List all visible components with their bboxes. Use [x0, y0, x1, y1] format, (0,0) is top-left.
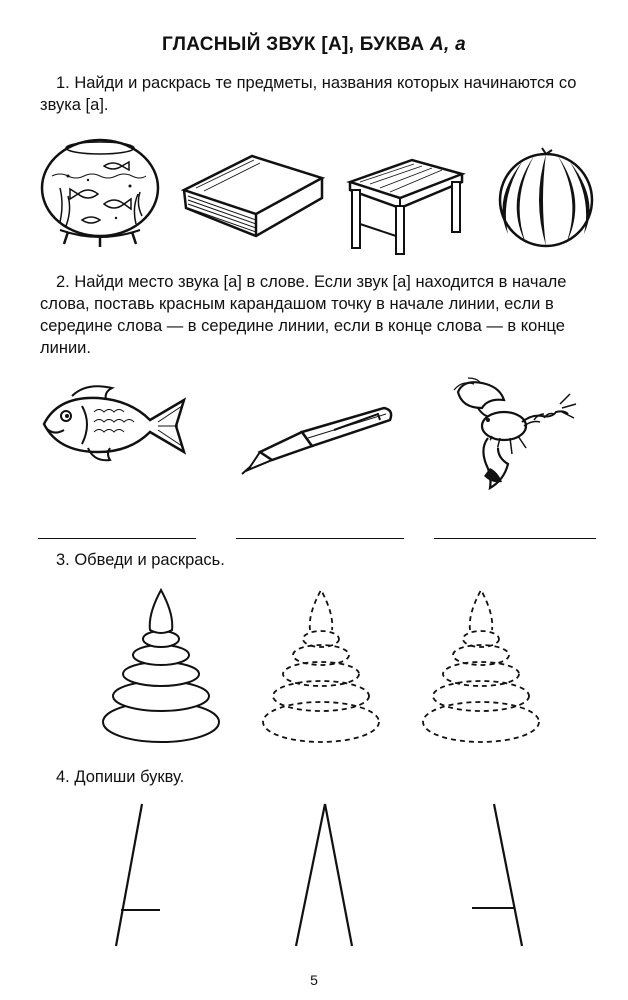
fish-icon	[38, 382, 188, 466]
task-1-text: 1. Найди и раскрась те предметы, названия которых начинаются со звука [а].	[40, 74, 577, 114]
letter-a-right-icon[interactable]	[466, 800, 530, 950]
page-number: 5	[310, 972, 318, 988]
letter-a-sides-icon[interactable]	[290, 800, 360, 950]
letter-a-left-icon[interactable]	[104, 800, 164, 950]
answer-line-pen[interactable]	[236, 538, 404, 539]
table-icon	[342, 152, 466, 256]
page-title	[0, 34, 628, 56]
title-letters: А, а	[429, 34, 466, 55]
pyramid-dashed-icon[interactable]	[258, 586, 384, 746]
crayfish-icon	[444, 376, 584, 500]
pyramid-dashed-icon[interactable]	[418, 586, 544, 746]
answer-line-fish[interactable]	[38, 538, 196, 539]
task-3-text: 3. Обведи и раскрась.	[56, 551, 225, 569]
pyramid-solid-icon[interactable]	[98, 586, 224, 746]
title-main: ГЛАСНЫЙ ЗВУК [А], БУКВА	[161, 34, 430, 55]
aquarium-icon	[38, 136, 162, 248]
answer-line-crayfish[interactable]	[434, 538, 596, 539]
task-4-text: 4. Допиши букву.	[56, 768, 185, 786]
book-icon	[180, 148, 326, 240]
task-2-text: 2. Найди место звука [а] в слове. Если звук [а] находится в начале слова, поставь красным карандашом точку в начале линии, если в середине слова — в середине линии, если в конце слова — в конце линии.	[40, 273, 567, 357]
pen-icon	[238, 402, 398, 478]
watermelon-icon	[494, 146, 598, 250]
